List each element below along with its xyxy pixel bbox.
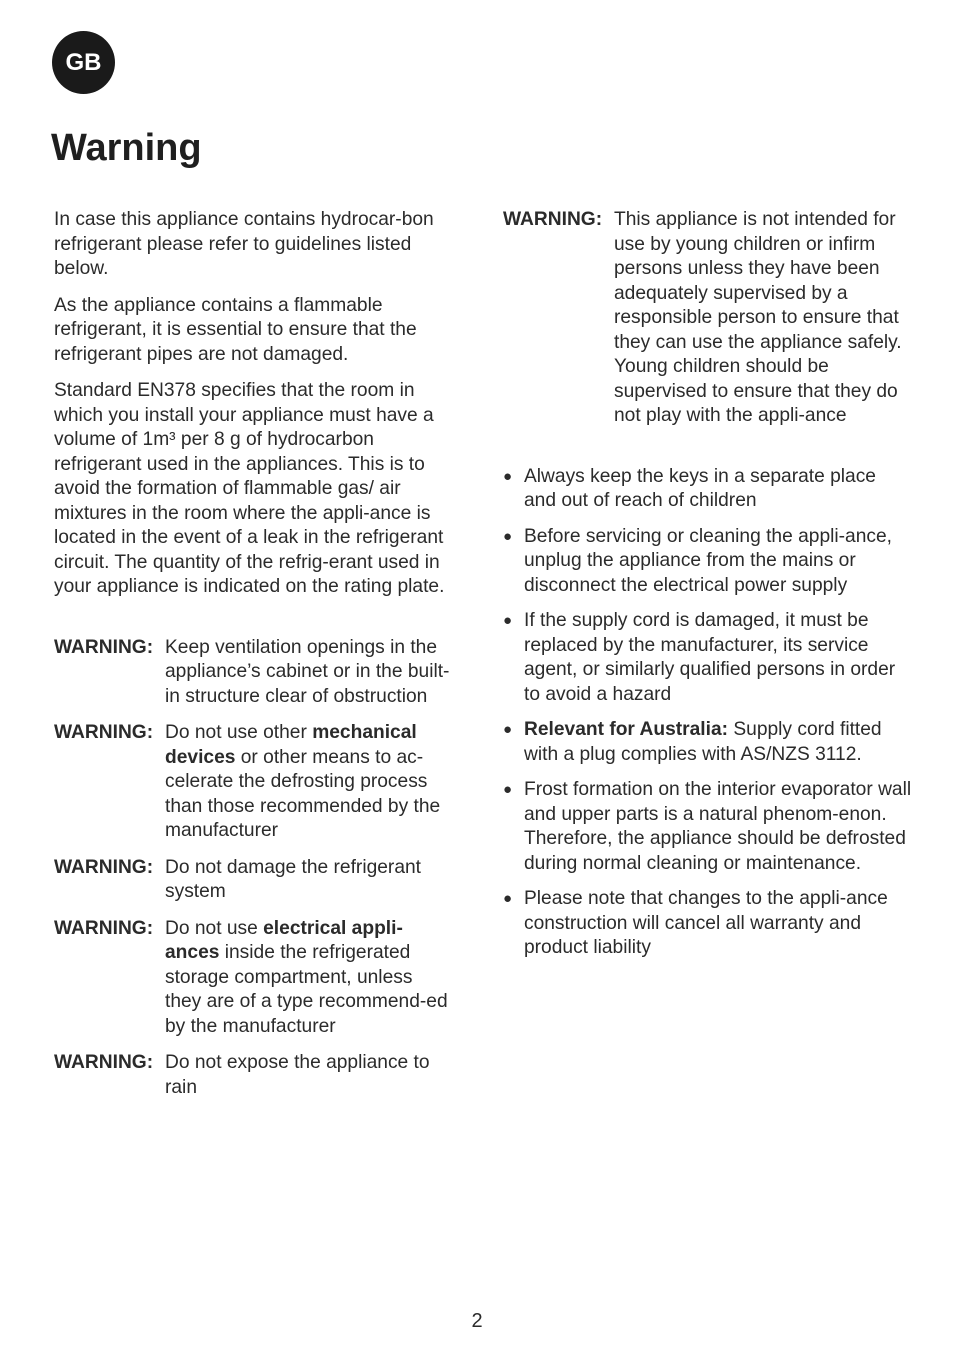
warning-label: WARNING:: [54, 917, 154, 939]
warning-text: Do not damage the refrigerant system: [165, 856, 421, 902]
bullet-icon: ●: [503, 612, 513, 629]
bullet-item: [503, 778, 913, 876]
warning-emphasis: electrical appli-ances: [165, 917, 403, 963]
warning-text-continued: inside the refrigerated storage compartment, unless they are of a type recommend-ed by the manufacturer: [165, 942, 448, 1037]
bullet-item: [503, 525, 913, 599]
standard-paragraph: Standard EN378 specifies that the room in which you install your appliance must have a volume of 1m³ per 8 g of hydrocarbon refrigerant used in the appliances. This is to avoid the formation of flammable gas/ air mixtures in the room where the appli-ance is located in the event of a leak in the refrigerant circuit. The quantity of the refrig-erant used in your appliance is indicated on the rating plate.: [54, 380, 445, 597]
warning-text: Keep ventilation openings in the appliance’s cabinet or in the built-in structure clear of obstruction: [165, 636, 450, 707]
warning-text: Do not use: [165, 917, 264, 939]
bullet-icon: ●: [503, 467, 513, 485]
warning-emphasis: mechanical devices: [165, 722, 417, 768]
warning-item-ventilation: [54, 636, 454, 710]
bullet-text: Frost formation on the interior evaporator wall and upper parts is a natural phenom-enon. Therefore, the appliance should be defrosted during normal cleaning or maintenance.: [524, 779, 912, 874]
bullet-text: Always keep the keys in a separate place and out of reach of children: [524, 465, 876, 511]
bullet-item: [503, 718, 913, 767]
warning-text-continued: or other means to ac-celerate the defrosting process than those recommended by the manufacturer: [165, 746, 441, 841]
right-column: [503, 208, 913, 972]
bullet-item: [503, 609, 913, 707]
bullet-icon: ●: [503, 721, 513, 738]
left-column: [54, 208, 454, 1112]
bullet-text: If the supply cord is damaged, it must be replaced by the manufacturer, its service agent, or similarly qualified persons in order to avoid a hazard: [524, 610, 896, 705]
bullet-emphasis: Relevant for Australia:: [524, 719, 729, 740]
bullet-icon: ●: [503, 781, 513, 798]
warning-label: WARNING:: [54, 722, 154, 743]
warning-item-electrical: [54, 917, 454, 1040]
warning-item-mechanical: [54, 721, 454, 844]
bullet-icon: ●: [503, 890, 513, 907]
flammable-paragraph: As the appliance contains a flammable refrigerant, it is essential to ensure that the refrigerant pipes are not damaged.: [54, 294, 417, 365]
warning-item-rain: [54, 1051, 454, 1100]
intro-paragraph: In case this appliance contains hydrocar-bon refrigerant please refer to guidelines listed below.: [54, 209, 434, 279]
warning-item-children: [503, 208, 913, 429]
page-title: Warning: [51, 127, 202, 169]
bullet-item: [503, 465, 913, 514]
bullet-icon: ●: [503, 527, 513, 545]
bullet-text: Before servicing or cleaning the appli-ance, unplug the appliance from the mains or disconnect the electrical power supply: [524, 525, 892, 596]
warning-text: Do not use other: [165, 722, 313, 743]
warning-label: WARNING:: [54, 636, 154, 658]
page-number: 2: [471, 1310, 483, 1332]
bullet-text: Please note that changes to the appli-ance construction will cancel all warranty and product liability: [524, 888, 888, 958]
language-badge: GB: [52, 31, 115, 94]
bullet-text: Supply cord fitted with a plug complies with AS/NZS 3112.: [524, 719, 882, 765]
bullet-item: [503, 887, 913, 961]
warning-item-refrigerant: [54, 856, 454, 905]
warning-label: WARNING:: [503, 209, 603, 230]
warning-text: This appliance is not intended for use by young children or infirm persons unless they have been adequately supervised by a responsible person to ensure that they can use the appliance safely. Young children should be supervised to ensure that they do not play with the appli-ance: [614, 209, 902, 426]
warning-text: Do not expose the appliance to rain: [165, 1052, 430, 1098]
warning-label: WARNING:: [54, 856, 154, 878]
warning-label: WARNING:: [54, 1052, 154, 1073]
